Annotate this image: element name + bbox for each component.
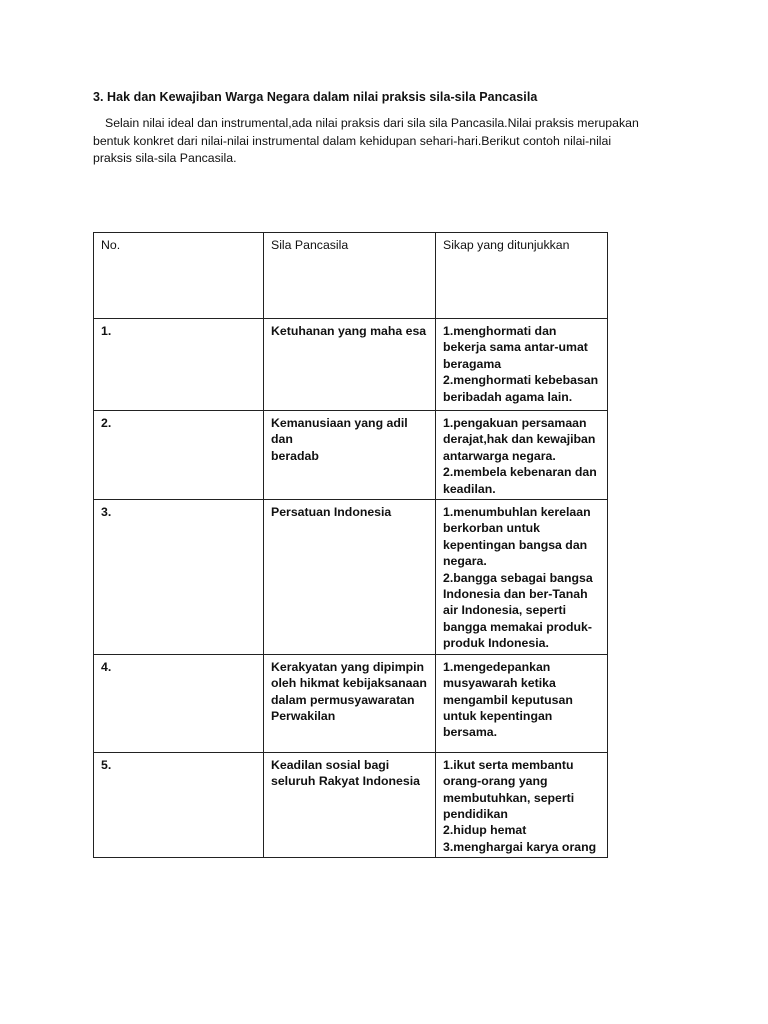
paragraph-line: bentuk konkret dari nilai-nilai instrumental dalam kehidupan sehari-hari.Berikut contoh nilai-nilai <box>93 133 612 148</box>
sikap-cell <box>436 500 608 655</box>
sikap-line: Indonesia dan ber-Tanah <box>443 587 588 602</box>
sikap-line: keadilan. <box>443 481 496 496</box>
table-row <box>94 752 608 857</box>
header-sila: Sila Pancasila <box>264 233 436 319</box>
sila-line: Kerakyatan yang dipimpin <box>271 659 425 674</box>
table-header-row <box>94 233 608 319</box>
sila-line: Perwakilan <box>271 708 336 723</box>
row-number: 2. <box>94 411 264 500</box>
sikap-line: 1.menghormati dan <box>443 324 557 338</box>
sila-line: dalam permusyawaratan <box>271 692 415 707</box>
sikap-line: beragama <box>443 356 502 371</box>
header-sikap: Sikap yang ditunjukkan <box>436 233 608 319</box>
sila-line: Persatuan Indonesia <box>271 505 392 520</box>
sikap-cell <box>436 654 608 752</box>
table-row <box>94 654 608 752</box>
intro-paragraph <box>93 115 673 168</box>
sikap-line: orang-orang yang <box>443 774 548 789</box>
sikap-cell <box>436 752 608 857</box>
sikap-line: 3.menghargai karya orang <box>443 839 597 854</box>
pancasila-praksis-table <box>93 232 608 858</box>
sila-line: Ketuhanan yang maha esa <box>271 324 427 338</box>
sikap-line: 1.pengakuan persamaan <box>443 416 587 430</box>
sikap-line: air Indonesia, seperti <box>443 603 567 618</box>
sila-cell <box>264 500 436 655</box>
sikap-line: untuk kepentingan <box>443 708 553 723</box>
sikap-line: 1.ikut serta membantu <box>443 757 574 772</box>
sikap-line: musyawarah ketika <box>443 676 556 691</box>
row-number: 5. <box>94 752 264 857</box>
row-number: 4. <box>94 654 264 752</box>
sikap-line: derajat,hak dan kewajiban <box>443 432 596 447</box>
sikap-line: bangga memakai produk- <box>443 619 592 634</box>
row-number: 3. <box>94 500 264 655</box>
sikap-line: antarwarga negara. <box>443 448 556 463</box>
sikap-line: 2.membela kebenaran dan <box>443 465 597 480</box>
sikap-line: bekerja sama antar-umat <box>443 340 588 355</box>
section-heading: 3. Hak dan Kewajiban Warga Negara dalam nilai praksis sila-sila Pancasila <box>93 90 538 104</box>
paragraph-line: praksis sila-sila Pancasila. <box>93 151 237 165</box>
sikap-line: 1.mengedepankan <box>443 659 551 674</box>
table-row <box>94 319 608 411</box>
sikap-line: pendidikan <box>443 806 508 821</box>
sikap-line: beribadah agama lain. <box>443 389 573 404</box>
table-row <box>94 500 608 655</box>
sikap-cell <box>436 319 608 411</box>
sikap-line: negara. <box>443 554 487 569</box>
sikap-line: berkorban untuk <box>443 521 541 536</box>
sila-line: seluruh Rakyat Indonesia <box>271 774 420 789</box>
table-row <box>94 411 608 500</box>
sila-cell <box>264 752 436 857</box>
sila-line: beradab <box>271 448 319 463</box>
sikap-line: kepentingan bangsa dan <box>443 537 588 552</box>
row-number: 1. <box>94 319 264 411</box>
sikap-cell <box>436 411 608 500</box>
sikap-line: bersama. <box>443 725 498 740</box>
sila-cell <box>264 654 436 752</box>
sila-line: oleh hikmat kebijaksanaan <box>271 676 427 691</box>
sila-line: Kemanusiaan yang adil dan <box>271 416 408 447</box>
header-no: No. <box>94 233 264 319</box>
sikap-line: 1.menumbuhlan kerelaan <box>443 505 591 520</box>
sikap-line: 2.hidup hemat <box>443 823 527 838</box>
sila-line: Keadilan sosial bagi <box>271 757 390 772</box>
sikap-line: 2.menghormati kebebasan <box>443 373 599 388</box>
sikap-line: mengambil keputusan <box>443 692 573 707</box>
paragraph-line: Selain nilai ideal dan instrumental,ada nilai praksis dari sila sila Pancasila.Nilai praksis merupakan <box>105 116 639 130</box>
sila-cell <box>264 319 436 411</box>
sikap-line: membutuhkan, seperti <box>443 790 575 805</box>
sikap-line: 2.bangga sebagai bangsa <box>443 570 593 585</box>
sila-cell <box>264 411 436 500</box>
sikap-line: produk Indonesia. <box>443 636 549 651</box>
